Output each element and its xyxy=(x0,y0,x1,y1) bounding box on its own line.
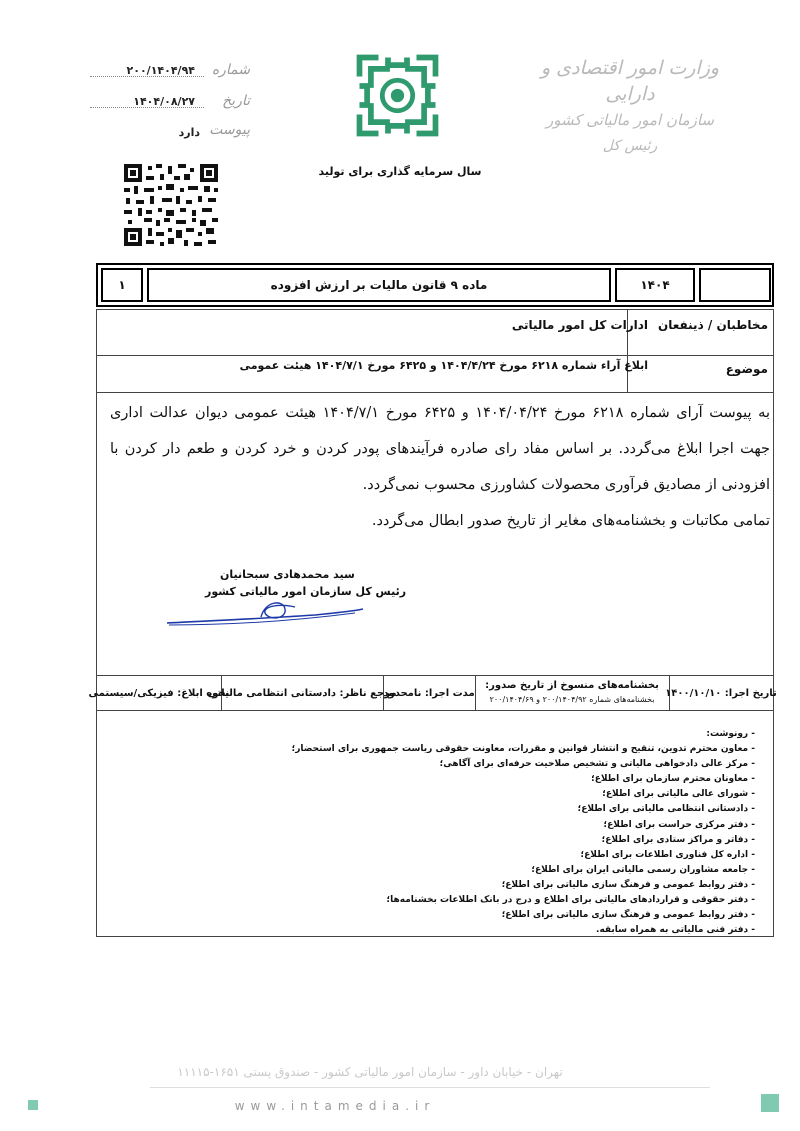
strip-empty-cell xyxy=(699,268,771,302)
signer-name: سید محمدهادی سبحانیان xyxy=(220,568,355,581)
cancelled-circulars xyxy=(476,678,668,708)
signer-title: رئیس کل سازمان امور مالیاتی کشور xyxy=(205,585,407,598)
topic-value: ابلاغ آراء شماره ۶۲۱۸ مورخ ۱۴۰۴/۴/۲۴ و ۶۴۲۵ مورخ ۱۴۰۴/۷/۱ هیئت عمومی xyxy=(239,359,648,372)
handwritten-signature xyxy=(165,595,365,630)
cc-item: - جامعه مشاوران رسمی مالیاتی ایران برای اطلاع؛ xyxy=(155,863,755,878)
head-title: رئیس کل xyxy=(602,138,658,154)
cancelled-list: بخشنامه‌های شماره ۲۰۰/۱۴۰۴/۹۲ و ۲۰۰/۱۴۰۴/۶۹ xyxy=(489,695,655,704)
cc-item: - معاونان محترم سازمان برای اطلاع؛ xyxy=(155,772,755,787)
date-value: ۱۴۰۴/۰۸/۲۷ xyxy=(133,95,195,108)
notification-method: نحوه ابلاغ: فیزیکی/سیستمی xyxy=(88,687,230,699)
attachment-row xyxy=(90,122,250,142)
footer-divider xyxy=(150,1087,710,1088)
ministry-header xyxy=(530,55,730,159)
letter-body xyxy=(110,395,770,539)
footer-website: www.intamedia.ir xyxy=(234,1099,436,1113)
decorative-square xyxy=(28,1100,38,1110)
qr-code xyxy=(122,162,220,248)
decorative-square xyxy=(761,1094,779,1112)
strip-year-cell: ۱۴۰۴ xyxy=(615,268,695,302)
topic-label: موضوع xyxy=(725,362,768,376)
carbon-copy-list xyxy=(155,727,755,938)
tax-organization-logo xyxy=(350,48,445,143)
cc-item: - شورای عالی مالیاتی برای اطلاع؛ xyxy=(155,787,755,802)
year-slogan: سال سرمایه گذاری برای تولید xyxy=(318,165,482,178)
cc-item: - دفتر فنی مالیاتی به همراه سابقه. xyxy=(155,923,755,938)
number-value: ۲۰۰/۱۴۰۴/۹۴ xyxy=(126,64,195,77)
cc-item: - دادستانی انتظامی مالیاتی برای اطلاع؛ xyxy=(155,802,755,817)
cc-item: - معاون محترم تدوین، تنقیح و انتشار قوانین و مقررات، معاونت حقوقی ریاست جمهوری برای استحضار؛ xyxy=(155,742,755,757)
recipients-label: مخاطبان / ذینفعان xyxy=(658,318,768,332)
execution-duration: مدت اجرا: نامحدود xyxy=(383,687,475,699)
subject-strip xyxy=(96,263,774,307)
organization-name: سازمان امور مالیاتی کشور xyxy=(546,111,714,129)
cc-item: - مرکز عالی دادخواهی مالیاتی و تشخیص صلاحیت حرفه‌ای برای آگاهی؛ xyxy=(155,757,755,772)
ministry-name: وزارت امور اقتصادی و دارایی xyxy=(540,57,720,105)
date-label: تاریخ xyxy=(222,93,250,109)
cc-item: - رونوشت: xyxy=(155,727,755,742)
cancelled-title: بخشنامه‌های منسوخ از تاریخ صدور: xyxy=(485,680,659,691)
supervising-authority: مرجع ناظر: دادستانی انتظامی مالیاتی xyxy=(207,687,397,699)
body-paragraph: به پیوست آرای شماره ۶۲۱۸ مورخ ۱۴۰۴/۰۴/۲۴ و ۶۴۲۵ مورخ ۱۴۰۴/۷/۱ هیئت عمومی دیوان عدالت اداری جهت اجرا ابلاغ می‌گردد. بر اساس مفاد رای صادره فرآیندهای پودر کردن و خرد کردن و طعم دار کردن با افزودنی از مصادیق فرآوری محصولات کشاورزی محسوب نمی‌گردد. xyxy=(110,405,770,493)
cc-item: - دفتر حقوقی و قراردادهای مالیاتی برای اطلاع و درج در بانک اطلاعات بخشنامه‌ها؛ xyxy=(155,893,755,908)
letter-date-row xyxy=(90,93,250,113)
cc-item: - دفتر روابط عمومی و فرهنگ سازی مالیاتی برای اطلاع؛ xyxy=(155,908,755,923)
recipients-value: ادارات کل امور مالیاتی xyxy=(511,318,648,332)
letter-number-row xyxy=(90,62,250,82)
strip-left-cell: ۱ xyxy=(101,268,143,302)
cc-item: - دفتر مرکزی حراست برای اطلاع؛ xyxy=(155,818,755,833)
footer-address: تهران - خیابان داور - سازمان امور مالیاتی کشور - صندوق پستی ۱۶۵۱-۱۱۱۱۵ xyxy=(177,1065,563,1079)
cc-item: - دفاتر و مراکز ستادی برای اطلاع؛ xyxy=(155,833,755,848)
number-label: شماره xyxy=(211,62,250,78)
cc-item: - اداره کل فناوری اطلاعات برای اطلاع؛ xyxy=(155,848,755,863)
attachment-label: پیوست xyxy=(209,122,250,138)
body-paragraph: تمامی مکاتبات و بخشنامه‌های مغایر از تاریخ صدور ابطال می‌گردد. xyxy=(371,513,770,529)
attachment-value: دارد xyxy=(178,126,200,139)
cc-item: - دفتر روابط عمومی و فرهنگ سازی مالیاتی برای اطلاع؛ xyxy=(155,878,755,893)
execution-date: تاریخ اجرا: ۱۴۰۰/۱۰/۱۰ xyxy=(665,687,777,699)
strip-subject-cell: ماده ۹ قانون مالیات بر ارزش افزوده xyxy=(147,268,611,302)
